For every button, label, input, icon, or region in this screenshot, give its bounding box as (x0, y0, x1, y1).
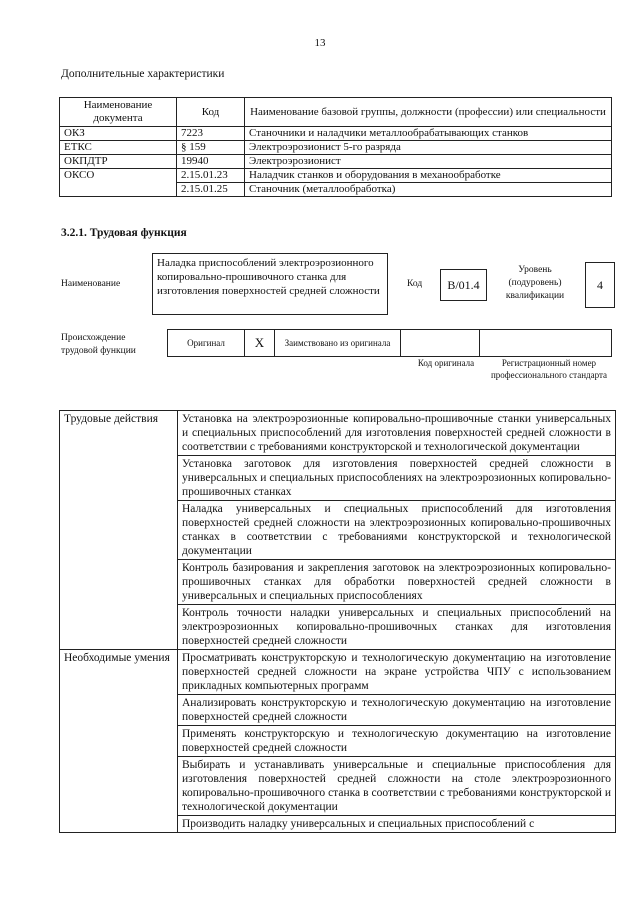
category-cell: Необходимые умения (60, 650, 178, 833)
row-doc: ОКПДТР (60, 155, 177, 169)
additional-characteristics-heading: Дополнительные характеристики (61, 68, 225, 80)
labor-action-item: Контроль базирования и закрепления заготовок на электроэрозионных копировально-прошивочных станках для обработки поверхностей средней сложности в универсальных и специальных приспособлениях (178, 560, 616, 605)
original-mark: X (245, 330, 275, 357)
page-cutoff (0, 858, 640, 921)
labor-action-item: Контроль точности наладки универсальных и специальных приспособлений на электроэрозионных копировально-прошивочных станках для изготовления поверхностей средней сложности (178, 605, 616, 650)
row-code: 7223 (177, 127, 245, 141)
table-row (60, 650, 616, 695)
name-label: Наименование (61, 279, 121, 289)
origin-table (167, 329, 612, 357)
row-name: Электроэрозионист 5-го разряда (245, 141, 612, 155)
table-row (60, 141, 612, 155)
row-doc: ЕТКС (60, 141, 177, 155)
characteristics-table (59, 97, 612, 197)
original-label: Оригинал (168, 330, 245, 357)
skill-item: Выбирать и устанавливать универсальные и специальные приспособления для изготовления поверхностей средней сложности на столе электроэрозионного копировально-прошивочного станка в соответствии с требованиями конструкторской и технологической документации (178, 757, 616, 816)
row-doc: ОКЗ (60, 127, 177, 141)
row-doc: ОКСО (60, 169, 177, 197)
labor-action-item: Установка на электроэрозионные копировально-прошивочные станки универсальных и специальных приспособлений для изготовления поверхностей средней сложности в соответствии с требованиями конструкторской и технологической документации (178, 411, 616, 456)
borrowed-label: Заимствовано из оригинала (275, 330, 401, 357)
category-cell: Трудовые действия (60, 411, 178, 650)
code-original-caption: Код оригинала (417, 358, 475, 368)
table-row (60, 169, 612, 183)
row-code: § 159 (177, 141, 245, 155)
column-header-code: Код (177, 98, 245, 127)
section-title: 3.2.1. Трудовая функция (61, 227, 187, 239)
page-number: 13 (314, 37, 326, 49)
column-header-document: Наименование документа (60, 98, 177, 127)
original-code-cell (401, 330, 480, 357)
row-name: Станочник (металлообработка) (245, 183, 612, 197)
level-label: Уровень (подуровень) квалификации (505, 265, 565, 301)
column-header-name: Наименование базовой группы, должности (профессии) или специальности (245, 98, 612, 127)
registration-number-caption: Регистрационный номер профессионального стандарта (490, 358, 608, 380)
function-code-box: B/01.4 (440, 269, 487, 301)
function-name-box: Наладка приспособлений электроэрозионного копировально-прошивочного станка для изготовления поверхностей средней сложности (152, 253, 388, 315)
origin-row (168, 330, 612, 357)
table-header-row (60, 98, 612, 127)
row-code: 2.15.01.25 (177, 183, 245, 197)
registration-number-cell (480, 330, 612, 357)
labor-action-item: Установка заготовок для изготовления поверхностей средней сложности в универсальных и специальных приспособлениях на электроэрозионных копировально-прошивочных станках (178, 456, 616, 501)
skill-item: Производить наладку универсальных и специальных приспособлений с (178, 816, 616, 833)
function-details-table (59, 410, 616, 833)
row-code: 2.15.01.23 (177, 169, 245, 183)
skill-item: Применять конструкторскую и технологическую документацию на изготовление поверхностей средней сложности (178, 726, 616, 757)
table-row (60, 411, 616, 456)
row-name: Наладчик станков и оборудования в механообработке (245, 169, 612, 183)
level-value-box: 4 (585, 262, 615, 308)
skill-item: Анализировать конструкторскую и технологическую документацию на изготовление поверхностей средней сложности (178, 695, 616, 726)
table-row (60, 127, 612, 141)
row-name: Станочники и наладчики металлообрабатывающих станков (245, 127, 612, 141)
row-code: 19940 (177, 155, 245, 169)
labor-action-item: Наладка универсальных и специальных приспособлений для изготовления поверхностей средней сложности на электроэрозионных копировально-прошивочных станках в соответствии с требованиями конструкторской и технологической документации (178, 501, 616, 560)
origin-label: Происхождение трудовой функции (61, 333, 136, 356)
table-row (60, 155, 612, 169)
skill-item: Просматривать конструкторскую и технологическую документацию на изготовление поверхностей средней сложности на экране устройства ЧПУ с использованием прикладных компьютерных программ (178, 650, 616, 695)
row-name: Электроэрозионист (245, 155, 612, 169)
code-label: Код (407, 279, 423, 289)
